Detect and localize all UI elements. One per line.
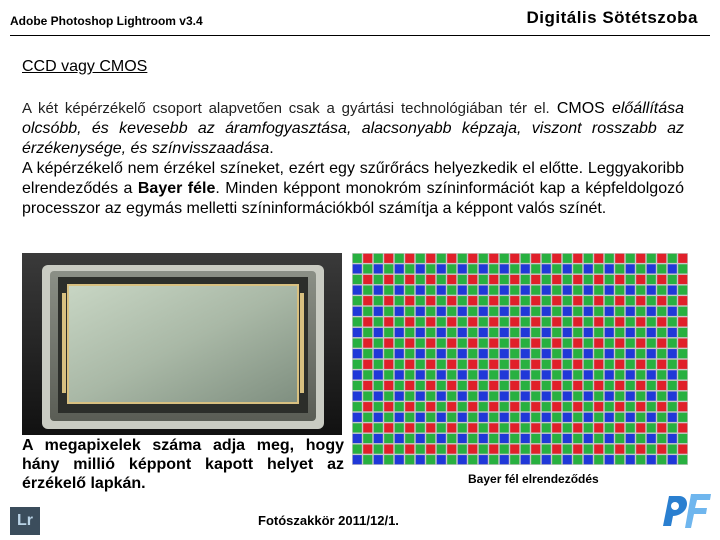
- p2-a: A képérzékelő nem érzékel színeket, ezért egy szűrőrács helyezkedik el előtte. Leggyakoribb elrendeződés a: [22, 160, 684, 197]
- p1-lead: A két képérzékelő csoport alapvetően csak a gyártási technológiában tér el.: [22, 100, 550, 117]
- footer-text: Fotószakkör 2011/12/1.: [258, 513, 399, 528]
- bayer-caption: Bayer fél elrendeződés: [468, 472, 599, 486]
- sensor-photo: [22, 253, 342, 435]
- corner-logo-icon: [655, 486, 715, 534]
- p2-b: . Minden képpont monokróm színinformációt kap a képfeldolgozó processzor az egymás melletti színinformációkból számítja a képpont valós színét.: [22, 180, 684, 217]
- bayer-filter-grid: [352, 253, 688, 465]
- app-title: Adobe Photoshop Lightroom v3.4: [10, 14, 203, 28]
- body-text: [22, 99, 684, 219]
- paragraph-1: [22, 99, 684, 159]
- p1-end: .: [269, 140, 274, 157]
- paragraph-2: [22, 159, 684, 219]
- header-divider: [10, 35, 710, 36]
- p2-bayer: Bayer féle: [137, 180, 216, 197]
- p1-italic: előállítása olcsóbb, és kevesebb az áramfogyasztása, alacsonyabb képzaja, viszont rosszabb az érzékenysége, és színvisszaadása: [22, 100, 684, 157]
- p1-cmos: CMOS: [556, 100, 605, 117]
- lightroom-logo: Lr: [10, 507, 40, 535]
- section-heading: CCD vagy CMOS: [22, 58, 148, 75]
- caption-megapixel: A megapixelek száma adja meg, hogy hány millió képpont kapott helyet az érzékelő lapkán.: [22, 437, 344, 492]
- brand-title: Digitális Sötétszoba: [526, 8, 698, 27]
